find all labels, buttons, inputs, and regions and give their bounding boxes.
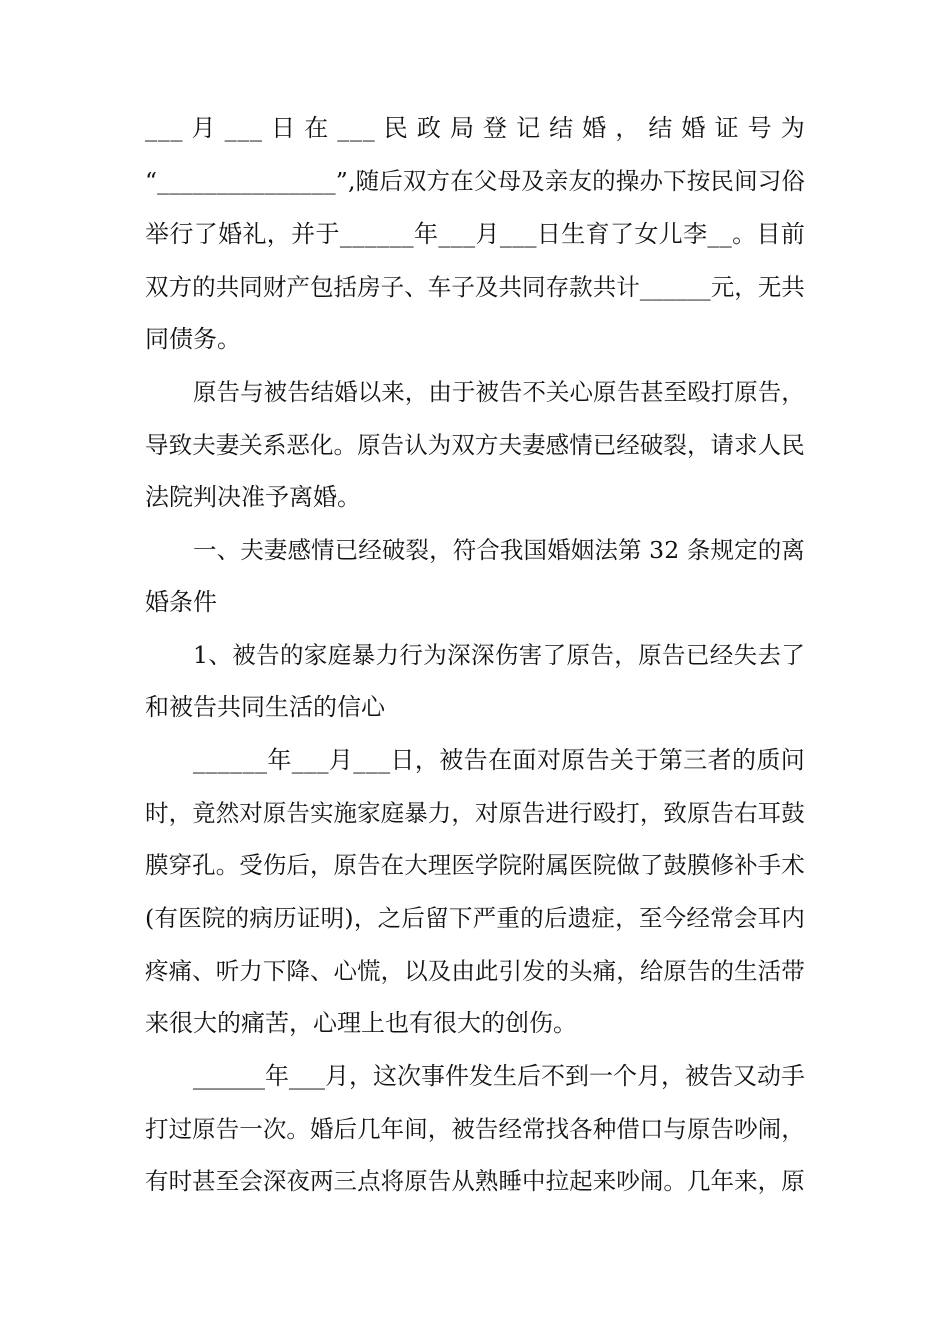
text-line: 法院判决准予离婚。 bbox=[145, 483, 361, 511]
text-line: 有 时 甚 至 会 深 夜 两 三 点 将 原 告 从 熟 睡 中 拉 起 来 吵 闹 。 几 年 来 ， 原 bbox=[145, 1167, 805, 1195]
subsection-heading-cont: 和被告共同生活的信心 bbox=[145, 693, 385, 721]
text-line: _ _ _ 月 _ _ _ 日 在 _ _ _ 民 政 局 登 记 结 婚 ， 结 婚 证 号 为 bbox=[145, 114, 805, 142]
text-line: 膜 穿 孔 。 受 伤 后 ， 原 告 在 大 理 医 学 院 附 属 医 院 做 了 鼓 膜 修 补 手 术 bbox=[145, 851, 805, 879]
text-line: 双 方 的 共 同 财 产 包 括 房 子 、 车 子 及 共 同 存 款 共 计 _ _ _ _ _ _ 元 ， 无 共 bbox=[145, 273, 805, 301]
subsection-heading: 1 、 被 告 的 家 庭 暴 力 行 为 深 深 伤 害 了 原 告 ， 原 告 已 经 失 去 了 bbox=[193, 641, 805, 669]
text-line: “ _ _ _ _ _ _ _ _ _ _ _ _ _ _ _ ” , 随 后 双 方 在 父 母 及 亲 友 的 操 办 下 按 民 间 习 俗 bbox=[145, 167, 805, 195]
section-heading-cont: 婚条件 bbox=[145, 588, 217, 616]
text-line: ( 有 医 院 的 病 历 证 明 ) ， 之 后 留 下 严 重 的 后 遗 症 ， 至 今 经 常 会 耳 内 bbox=[145, 904, 805, 932]
text-line: 举 行 了 婚 礼 ， 并 于 _ _ _ _ _ _ 年 _ _ _ 月 _ _ _ 日 生 育 了 女 儿 李 _ _ 。 目 前 bbox=[145, 220, 805, 248]
text-line: 打 过 原 告 一 次 。 婚 后 几 年 间 ， 被 告 经 常 找 各 种 借 口 与 原 告 吵 闹 ， bbox=[145, 1115, 805, 1143]
text-line: 时 ， 竟 然 对 原 告 实 施 家 庭 暴 力 ， 对 原 告 进 行 殴 打 ， 致 原 告 右 耳 鼓 bbox=[145, 799, 805, 827]
paragraph-first-line: 原 告 与 被 告 结 婚 以 来 ， 由 于 被 告 不 关 心 原 告 甚 至 殴 打 原 告 ， bbox=[193, 378, 805, 406]
text-line: 同债务。 bbox=[145, 325, 241, 353]
text-line: 来很大的痛苦，心理上也有很大的创伤。 bbox=[145, 1009, 577, 1037]
section-heading: 一 、 夫 妻 感 情 已 经 破 裂 ， 符 合 我 国 婚 姻 法 第 3 2 条 规 定 的 离 bbox=[193, 536, 805, 564]
text-line: 导 致 夫 妻 关 系 恶 化 。 原 告 认 为 双 方 夫 妻 感 情 已 经 破 裂 ， 请 求 人 民 bbox=[145, 431, 805, 459]
paragraph-first-line: _ _ _ _ _ _ 年 _ _ _ 月 _ _ _ 日 ， 被 告 在 面 对 原 告 关 于 第 三 者 的 质 问 bbox=[193, 746, 805, 774]
paragraph-first-line: _ _ _ _ _ _ 年 _ _ _ 月 ， 这 次 事 件 发 生 后 不 到 一 个 月 ， 被 告 又 动 手 bbox=[193, 1062, 805, 1090]
text-line: 疼 痛 、 听 力 下 降 、 心 慌 ， 以 及 由 此 引 发 的 头 痛 ， 给 原 告 的 生 活 带 bbox=[145, 957, 805, 985]
